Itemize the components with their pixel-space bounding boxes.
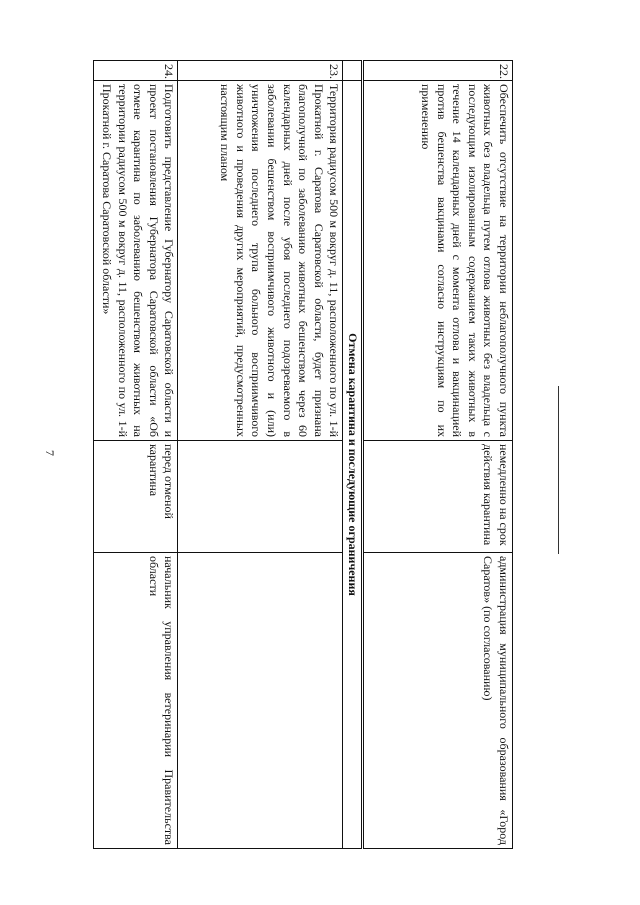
section-title: Отмена карантина и последующие ограничения — [343, 81, 363, 849]
table-row — [363, 61, 513, 849]
quarantine-measures-table — [93, 60, 513, 849]
deadline-cell — [178, 441, 343, 553]
section-spacer-cell — [343, 61, 363, 81]
row-number: 22. — [363, 61, 513, 81]
row-number: 23. — [178, 61, 343, 81]
row-number: 24. — [94, 61, 178, 81]
responsible-cell: администрация муниципального образования «Город Саратов» (по согласованию) — [363, 553, 513, 849]
table-row — [94, 61, 178, 849]
footer-divider-line — [558, 386, 559, 554]
page-number: 7 — [43, 450, 57, 456]
responsible-cell — [178, 553, 343, 849]
deadline-cell: перед отменой карантина — [94, 441, 178, 553]
rotated-table-container — [92, 60, 513, 848]
measure-cell: Обеспечить отсутствие на территории неблагополучного пункта животных без владельца путем отлова животных без владельца с последующим изолированным содержанием таких животных в течение 14 календарных дней с момента отлова и вакцинацией против бешенства вакцинами согласно инструкциям по их применению — [363, 81, 513, 441]
section-header-row — [343, 61, 363, 849]
deadline-cell: немедленно на срок действия карантина — [363, 441, 513, 553]
measure-cell: Территория радиусом 500 м вокруг д. 11, расположенного по ул. 1-й Прокатной г. Саратова Саратовской области, будет признана благополучной по заболеванию животных бешенством через 60 календарных дней после убоя последнего подозреваемого в заболевании бешенством восприимчивого животного и (или) уничтожения последнего трупа больного восприимчивого животного и проведения других мероприятий, предусмотренных настоящим планом — [178, 81, 343, 441]
responsible-cell: начальник управления ветеринарии Правительства области — [94, 553, 178, 849]
measure-cell: Подготовить представление Губернатору Саратовской области и проект постановления Губернатора Саратовской области «Об отмене карантина по заболеванию бешенством животных на территории радиусом 500 м вокруг д. 11, расположенного по ул. 1-й Прокатной г. Саратова Саратовской области» — [94, 81, 178, 441]
table-row — [178, 61, 343, 849]
